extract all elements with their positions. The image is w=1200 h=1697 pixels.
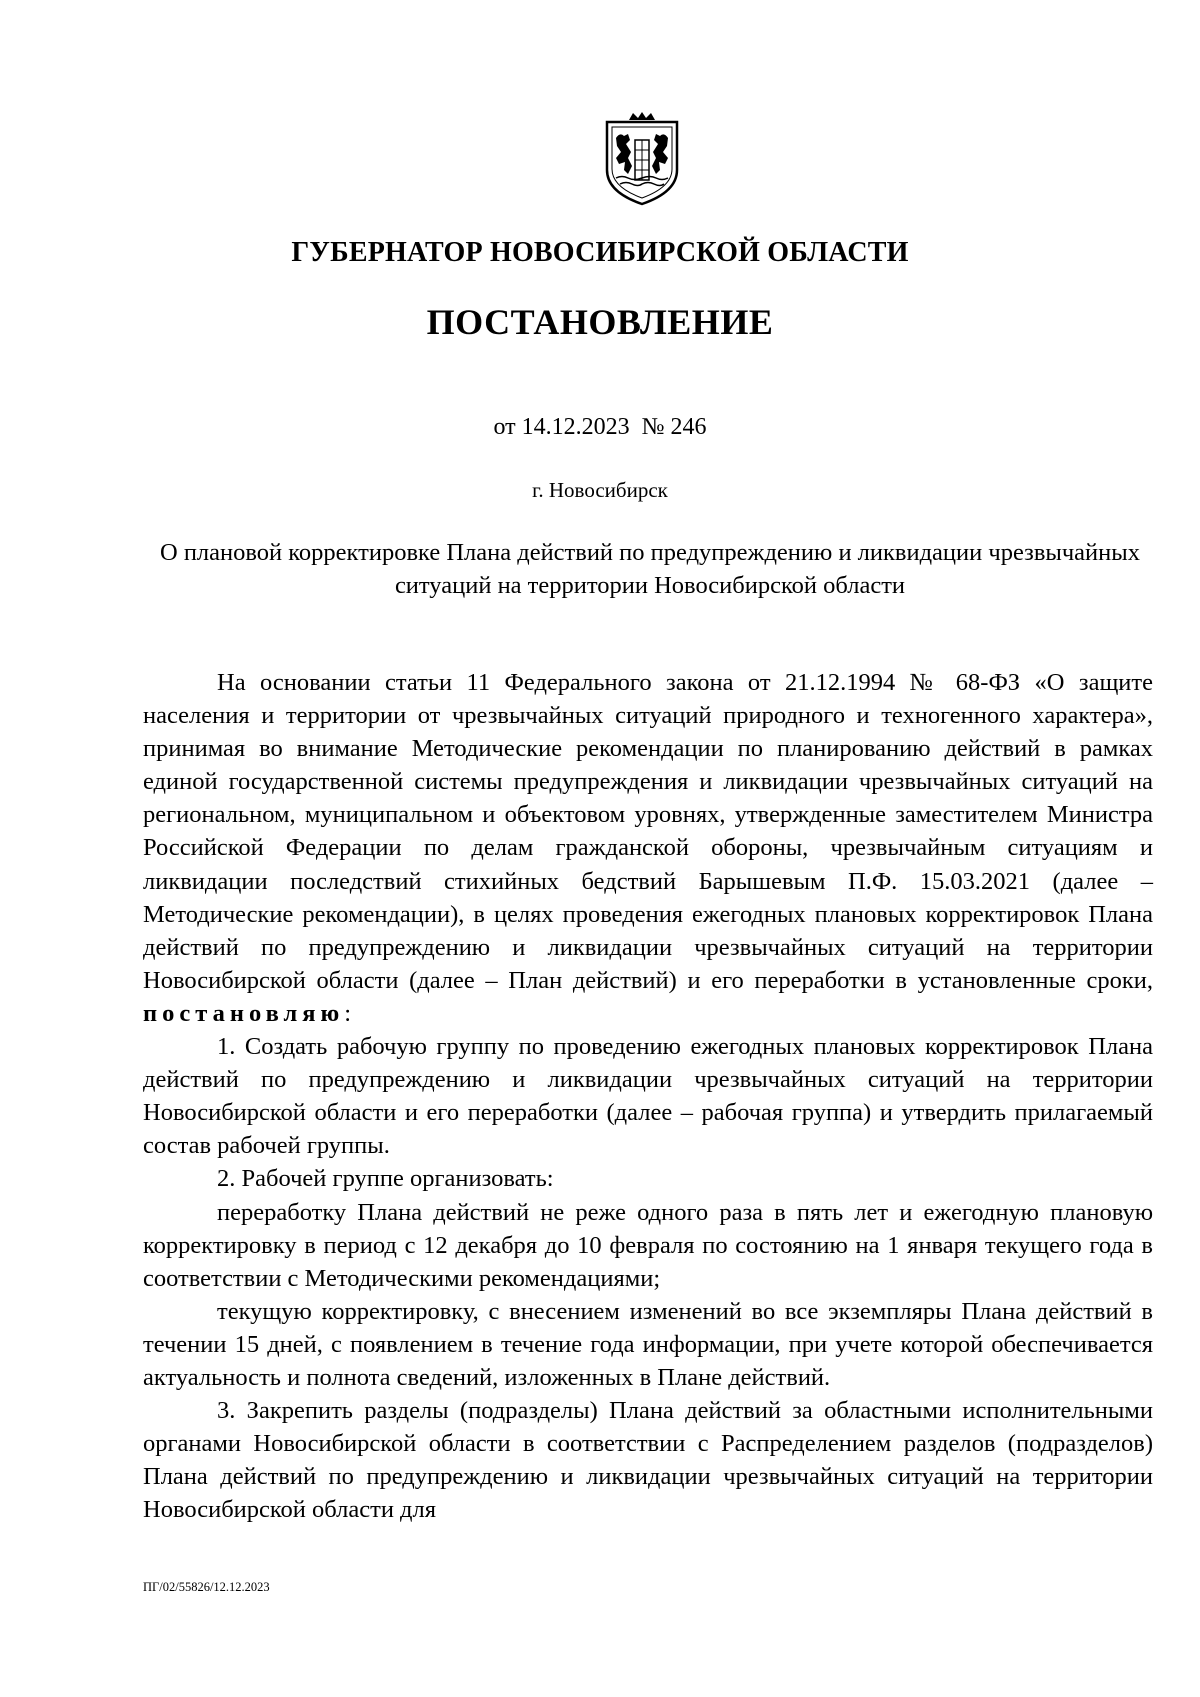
document-body	[143, 666, 1153, 1526]
registration-code: ПГ/02/55826/12.12.2023	[143, 1580, 270, 1594]
preamble-paragraph	[143, 666, 1153, 1030]
clause-2-item-2: текущую корректировку, с внесением изменений во все экземпляры Плана действий в течении 15 дней, с появлением в течение года информации, при учете которой обеспечивается актуальность и полнота сведений, изложенных в Плане действий.	[143, 1297, 1153, 1391]
issuing-authority: ГУБЕРНАТОР НОВОСИБИРСКОЙ ОБЛАСТИ	[291, 237, 909, 268]
document-subject: О плановой корректировке Плана действий по предупреждению и ликвидации чрезвычайных ситуаций на территории Новосибирской области	[160, 539, 1140, 599]
clause-1: 1. Создать рабочую группу по проведению ежегодных плановых корректировок Плана действий по предупреждению и ликвидации чрезвычайных ситуаций на территории Новосибирской области и его переработки (далее – рабочая группа) и утвердить прилагаемый состав рабочей группы.	[143, 1033, 1153, 1160]
issuing-city: г. Новосибирск	[532, 478, 668, 502]
clause-2: 2. Рабочей группе организовать:	[217, 1165, 554, 1193]
decree-keyword: постановляю	[143, 999, 345, 1027]
decree-colon: :	[344, 999, 352, 1027]
novosibirsk-oblast-coat-of-arms-icon	[604, 112, 680, 206]
preamble-text: На основании статьи 11 Федерального закона от 21.12.1994 № 68-ФЗ «О защите населения и территории от чрезвычайных ситуаций природного и техногенного характера», принимая во внимание Методические рекомендации по планированию действий в рамках единой государственной системы предупреждения и ликвидации чрезвычайных ситуаций на региональном, муниципальном и объектовом уровнях, утвержденные заместителем Министра Российской Федерации по делам гражданской обороны, чрезвычайным ситуациям и ликвидации последствий стихийных бедствий Барышевым П.Ф. 15.03.2021 (далее – Методические рекомендации), в целях проведения ежегодных плановых корректировок Плана действий по предупреждению и ликвидации чрезвычайных ситуаций на территории Новосибирской области (далее – План действий) и его переработки в установленные сроки,	[143, 669, 1153, 994]
document-date-and-number: от 14.12.2023 № 246	[493, 414, 707, 440]
clause-2-item-1: переработку Плана действий не реже одного раза в пять лет и ежегодную плановую корректировку в период с 12 декабря до 10 февраля по состоянию на 1 января текущего года в соответствии с Методическими рекомендациями;	[143, 1198, 1153, 1292]
clause-3: 3. Закрепить разделы (подразделы) Плана действий за областными исполнительными органами Новосибирской области в соответствии с Распределением разделов (подразделов) Плана действий по предупреждению и ликвидации чрезвычайных ситуаций на территории Новосибирской области для	[143, 1397, 1153, 1524]
document-type-title: ПОСТАНОВЛЕНИЕ	[426, 302, 774, 342]
